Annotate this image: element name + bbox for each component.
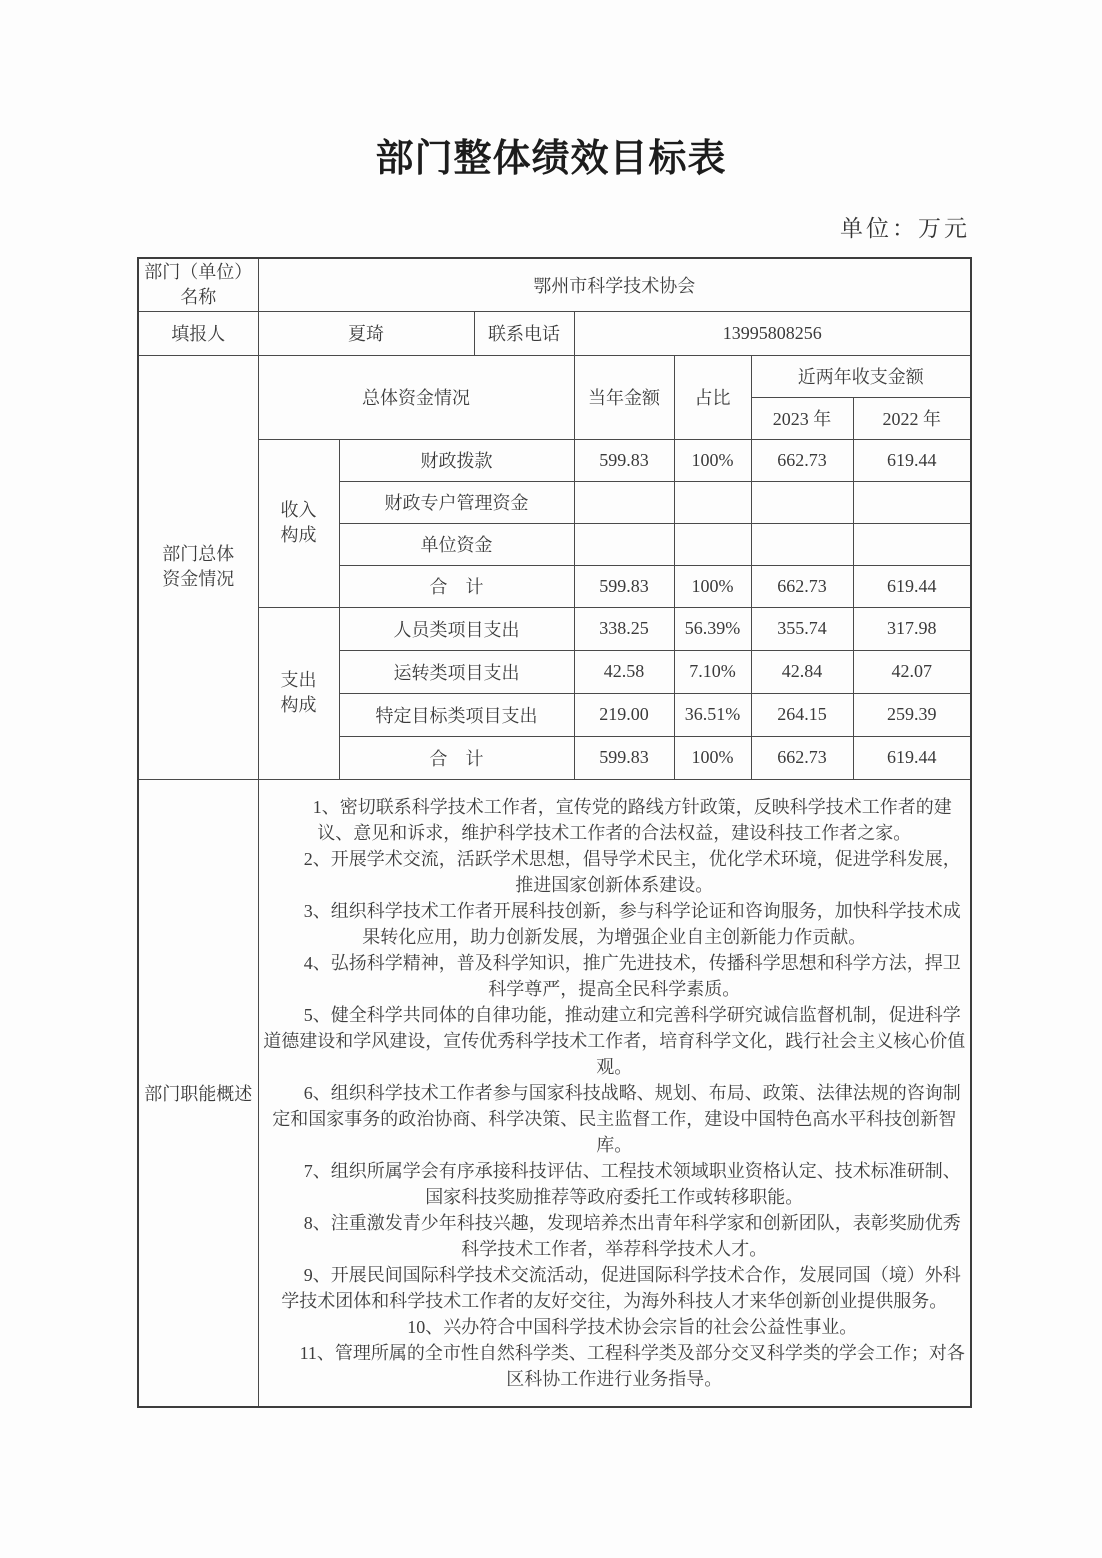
funding-section-label: 部门总体 资金情况: [138, 355, 258, 779]
income-row-ratio: 100%: [674, 439, 751, 481]
income-row-2022: [853, 481, 971, 523]
function-item: 10、兴办符合中国科学技术协会宗旨的社会公益性事业。: [407, 1317, 858, 1338]
funding-recent-years-header: 近两年收支金额: [751, 355, 971, 397]
expense-row-ratio: 36.51%: [674, 693, 751, 736]
income-row-2023: [751, 481, 853, 523]
function-item: 7、组织所属学会有序承接科技评估、工程技术领域职业资格认定、技术标准研制、国家科技奖励推荐等政府委托工作或转移职能。: [303, 1161, 961, 1208]
expense-row-2022: 42.07: [853, 650, 971, 693]
expense-group-label: 支出 构成: [258, 607, 339, 779]
income-row-2023: 662.73: [751, 439, 853, 481]
expense-row-ratio: 7.10%: [674, 650, 751, 693]
functions-content: [258, 779, 971, 1407]
expense-row-ratio: 56.39%: [674, 607, 751, 650]
function-item: 5、健全科学共同体的自律功能，推动建立和完善科学研究诚信监督机制，促进科学道德建设和学风建设，宣传优秀科学技术工作者，培育科学文化，践行社会主义核心价值观。: [263, 1005, 966, 1078]
expense-row-name: 特定目标类项目支出: [339, 693, 574, 736]
reporter-row: [138, 311, 971, 355]
phone-label: 联系电话: [474, 311, 574, 355]
income-row-amount: 599.83: [574, 439, 674, 481]
income-row-2023: [751, 523, 853, 565]
functions-row: [138, 779, 971, 1407]
income-total-amount: 599.83: [574, 565, 674, 607]
income-row-ratio: [674, 523, 751, 565]
expense-row-amount: 219.00: [574, 693, 674, 736]
year-2023-header: 2023 年: [751, 397, 853, 439]
income-row-name: 单位资金: [339, 523, 574, 565]
funding-current-amount-header: 当年金额: [574, 355, 674, 439]
expense-row-name: 运转类项目支出: [339, 650, 574, 693]
funding-header-row: [138, 355, 971, 397]
expense-total-2023: 662.73: [751, 736, 853, 779]
expense-row-2023: 42.84: [751, 650, 853, 693]
function-item: 6、组织科学技术工作者参与国家科技战略、规划、布局、政策、法律法规的咨询制定和国家事务的政治协商、科学决策、民主监督工作，建设中国特色高水平科技创新智库。: [272, 1083, 961, 1156]
funding-overall-header: 总体资金情况: [258, 355, 574, 439]
expense-row-2022: 259.39: [853, 693, 971, 736]
income-total-2022: 619.44: [853, 565, 971, 607]
income-group-label: 收入 构成: [258, 439, 339, 607]
income-row-name: 财政专户管理资金: [339, 481, 574, 523]
income-row-ratio: [674, 481, 751, 523]
income-total-ratio: 100%: [674, 565, 751, 607]
funding-ratio-header: 占比: [674, 355, 751, 439]
expense-row-2023: 264.15: [751, 693, 853, 736]
expense-total-label: 合 计: [339, 736, 574, 779]
dept-name-label: 部门（单位） 名称: [138, 258, 258, 312]
phone-value: 13995808256: [574, 311, 971, 355]
unit-note: 单位：万元: [840, 215, 970, 241]
expense-row-2022: 317.98: [853, 607, 971, 650]
expense-row-amount: 338.25: [574, 607, 674, 650]
expense-row-amount: 42.58: [574, 650, 674, 693]
year-2022-header: 2022 年: [853, 397, 971, 439]
function-item: 9、开展民间国际科学技术交流活动，促进国际科学技术合作，发展同国（境）外科学技术团体和科学技术工作者的友好交往，为海外科技人才来华创新创业提供服务。: [281, 1265, 961, 1312]
reporter-value: 夏琦: [258, 311, 474, 355]
page-title: 部门整体绩效目标表: [375, 138, 727, 180]
function-item: 3、组织科学技术工作者开展科技创新，参与科学论证和咨询服务，加快科学技术成果转化应用，助力创新发展，为增强企业自主创新能力作贡献。: [303, 901, 961, 948]
income-row-amount: [574, 481, 674, 523]
function-item: 1、密切联系科学技术工作者，宣传党的路线方针政策，反映科学技术工作者的建议、意见和诉求，维护科学技术工作者的合法权益，建设科技工作者之家。: [312, 797, 952, 844]
dept-name-row: [138, 258, 971, 312]
expense-row: [138, 607, 971, 650]
expense-total-2022: 619.44: [853, 736, 971, 779]
income-row-name: 财政拨款: [339, 439, 574, 481]
income-row: [138, 439, 971, 481]
functions-section-label: 部门职能概述: [138, 779, 258, 1407]
expense-total-amount: 599.83: [574, 736, 674, 779]
income-total-label: 合 计: [339, 565, 574, 607]
dept-name-value: 鄂州市科学技术协会: [258, 258, 971, 312]
income-row-amount: [574, 523, 674, 565]
income-row-2022: 619.44: [853, 439, 971, 481]
function-item: 11、管理所属的全市性自然科学类、工程科学类及部分交叉科学类的学会工作；对各区科协工作进行业务指导。: [299, 1343, 965, 1390]
expense-row-2023: 355.74: [751, 607, 853, 650]
income-total-2023: 662.73: [751, 565, 853, 607]
reporter-label: 填报人: [138, 311, 258, 355]
expense-total-ratio: 100%: [674, 736, 751, 779]
performance-target-table: [137, 257, 972, 1409]
expense-row-name: 人员类项目支出: [339, 607, 574, 650]
function-item: 8、注重激发青少年科技兴趣，发现培养杰出青年科学家和创新团队，表彰奖励优秀科学技术工作者，举荐科学技术人才。: [303, 1213, 961, 1260]
function-item: 2、开展学术交流，活跃学术思想，倡导学术民主，优化学术环境，促进学科发展，推进国家创新体系建设。: [303, 849, 961, 896]
income-row-2022: [853, 523, 971, 565]
function-item: 4、弘扬科学精神，普及科学知识，推广先进技术，传播科学思想和科学方法，捍卫科学尊严，提高全民科学素质。: [303, 953, 961, 1000]
